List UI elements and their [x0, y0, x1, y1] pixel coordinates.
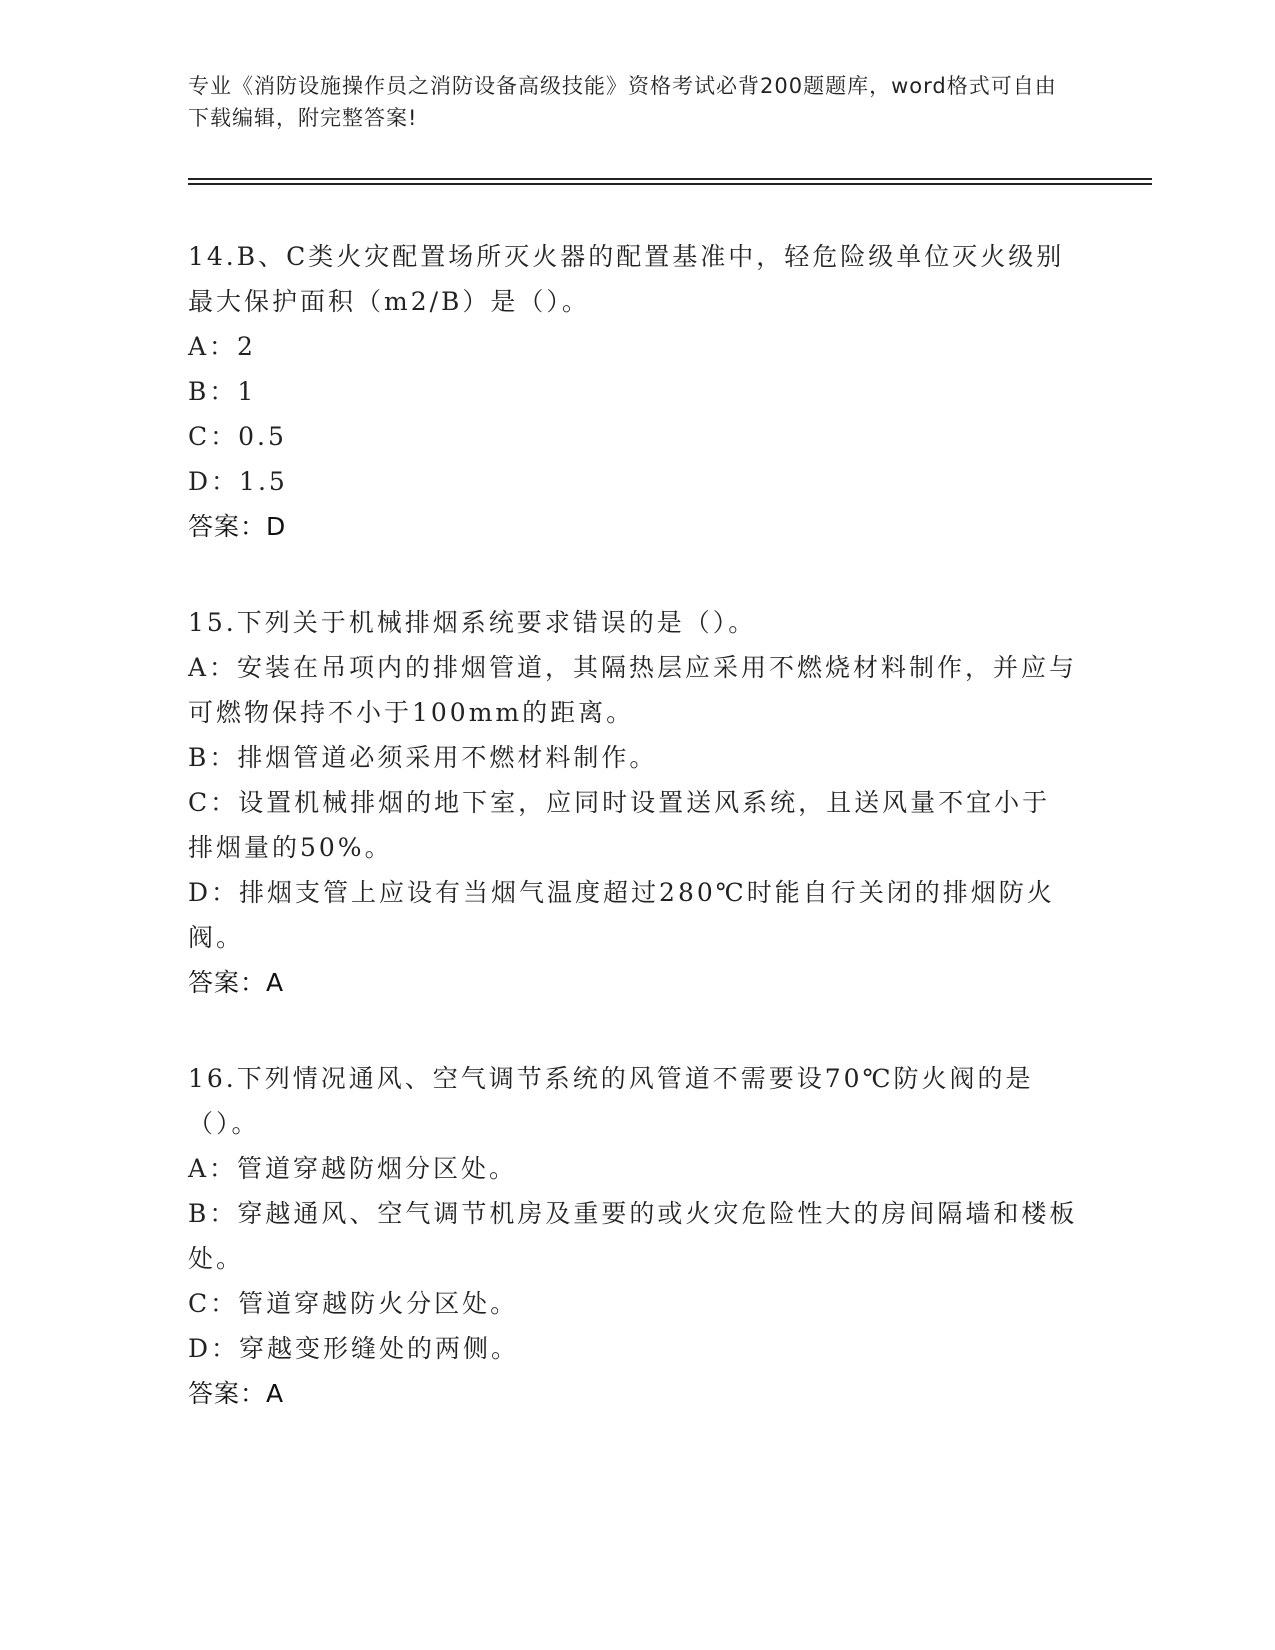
question-stem: 14.B、C类火灾配置场所灭火器的配置基准中，轻危险级单位灭火级别最大保护面积（m2/B）是（）。	[188, 242, 1065, 316]
option-b: B：排烟管道必须采用不燃材料制作。	[188, 743, 658, 772]
option-c: C：0.5	[188, 422, 287, 451]
document-header: 专业《消防设施操作员之消防设备高级技能》资格考试必背200题题库，word格式可自由下载编辑，附完整答案!	[188, 74, 1057, 130]
option-b: B：1	[188, 377, 257, 406]
option-a: A：管道穿越防烟分区处。	[188, 1154, 518, 1183]
question-stem: 15.下列关于机械排烟系统要求错误的是（）。	[188, 608, 757, 637]
option-a: A：2	[188, 332, 256, 361]
option-d: D：穿越变形缝处的两侧。	[188, 1334, 520, 1363]
answer: 答案：A	[188, 968, 285, 997]
option-b: B：穿越通风、空气调节机房及重要的或火灾危险性大的房间隔墙和楼板处。	[188, 1199, 1078, 1273]
header-rule-bottom	[188, 183, 1152, 185]
answer: 答案：D	[188, 512, 287, 541]
question-14	[188, 234, 1078, 549]
option-a: A：安装在吊项内的排烟管道，其隔热层应采用不燃烧材料制作，并应与可燃物保持不小于100mm的距离。	[188, 653, 1078, 727]
option-d: D：1.5	[188, 467, 288, 496]
answer: 答案：A	[188, 1379, 285, 1408]
question-stem: 16.下列情况通风、空气调节系统的风管道不需要设70℃防火阀的是（）。	[188, 1064, 1034, 1138]
header-rule-top	[188, 178, 1152, 180]
question-15	[188, 600, 1078, 1005]
option-c: C：管道穿越防火分区处。	[188, 1289, 519, 1318]
question-16	[188, 1056, 1078, 1416]
option-c: C：设置机械排烟的地下室，应同时设置送风系统，且送风量不宜小于排烟量的50%。	[188, 788, 1051, 862]
option-d: D：排烟支管上应设有当烟气温度超过280℃时能自行关闭的排烟防火阀。	[188, 878, 1055, 952]
